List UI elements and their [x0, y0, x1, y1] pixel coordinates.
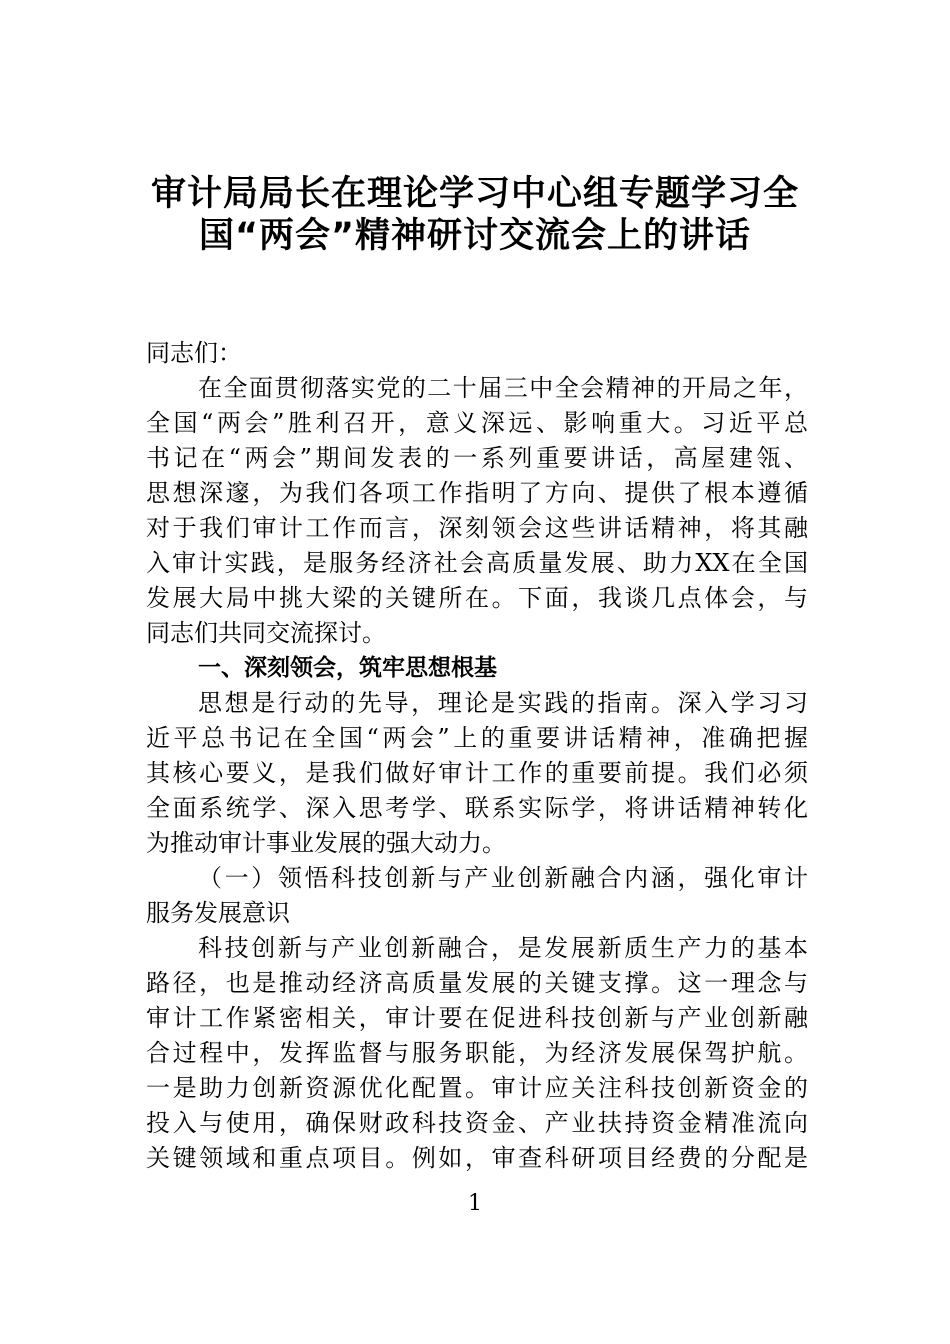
paragraph-line: 投入与使用，确保财政科技资金、产业扶持资金精准流向: [146, 1109, 808, 1137]
paragraph-line: 书记在“两会”期间发表的一系列重要讲话，高屋建瓴、: [146, 444, 808, 472]
paragraph-line: 一是助力创新资源优化配置。审计应关注科技创新资金的: [146, 1074, 808, 1102]
paragraph-line: 在全面贯彻落实党的二十届三中全会精神的开局之年，: [198, 374, 808, 402]
paragraph-line: 同志们共同交流探讨。: [146, 619, 386, 647]
paragraph-line: 审计工作紧密相关，审计要在促进科技创新与产业创新融: [146, 1004, 808, 1032]
paragraph-line: 合过程中，发挥监督与服务职能，为经济发展保驾护航。: [146, 1039, 808, 1067]
subsection-heading: （一）领悟科技创新与产业创新融合内涵，强化审计: [198, 864, 808, 892]
section-heading: 一、深刻领会，筑牢思想根基: [198, 655, 497, 681]
paragraph-line: 对于我们审计工作而言，深刻领会这些讲话精神，将其融: [146, 514, 808, 542]
paragraph-line: 为推动审计事业发展的强大动力。: [146, 829, 506, 857]
paragraph-line: 科技创新与产业创新融合，是发展新质生产力的基本: [198, 934, 808, 962]
paragraph-line: 其核心要义，是我们做好审计工作的重要前提。我们必须: [146, 759, 808, 787]
page-number: 1: [468, 1191, 482, 1216]
paragraph-line: 近平总书记在全国“两会”上的重要讲话精神，准确把握: [146, 724, 808, 752]
paragraph-line: 全国“两会”胜利召开，意义深远、影响重大。习近平总: [146, 409, 808, 437]
paragraph-line: 思想深邃，为我们各项工作指明了方向、提供了根本遵循: [146, 479, 808, 507]
paragraph-line: 入审计实践，是服务经济社会高质量发展、助力XX在全国: [146, 549, 808, 577]
document-body: [146, 336, 808, 1176]
paragraph-line: 全面系统学、深入思考学、联系实际学，将讲话精神转化: [146, 794, 808, 822]
paragraph-line: 思想是行动的先导，理论是实践的指南。深入学习习: [198, 689, 808, 717]
paragraph-line: 路径，也是推动经济高质量发展的关键支撑。这一理念与: [146, 969, 808, 997]
paragraph-line: 关键领域和重点项目。例如，审查科研项目经费的分配是: [146, 1144, 808, 1172]
document-title-line-2: 国“两会”精神研讨交流会上的讲话: [198, 216, 751, 256]
salutation: 同志们：: [146, 339, 242, 367]
paragraph-line: 发展大局中挑大梁的关键所在。下面，我谈几点体会，与: [146, 584, 808, 612]
subsection-heading: 服务发展意识: [146, 899, 290, 927]
document-title-line-1: 审计局局长在理论学习中心组专题学习全: [150, 174, 799, 214]
